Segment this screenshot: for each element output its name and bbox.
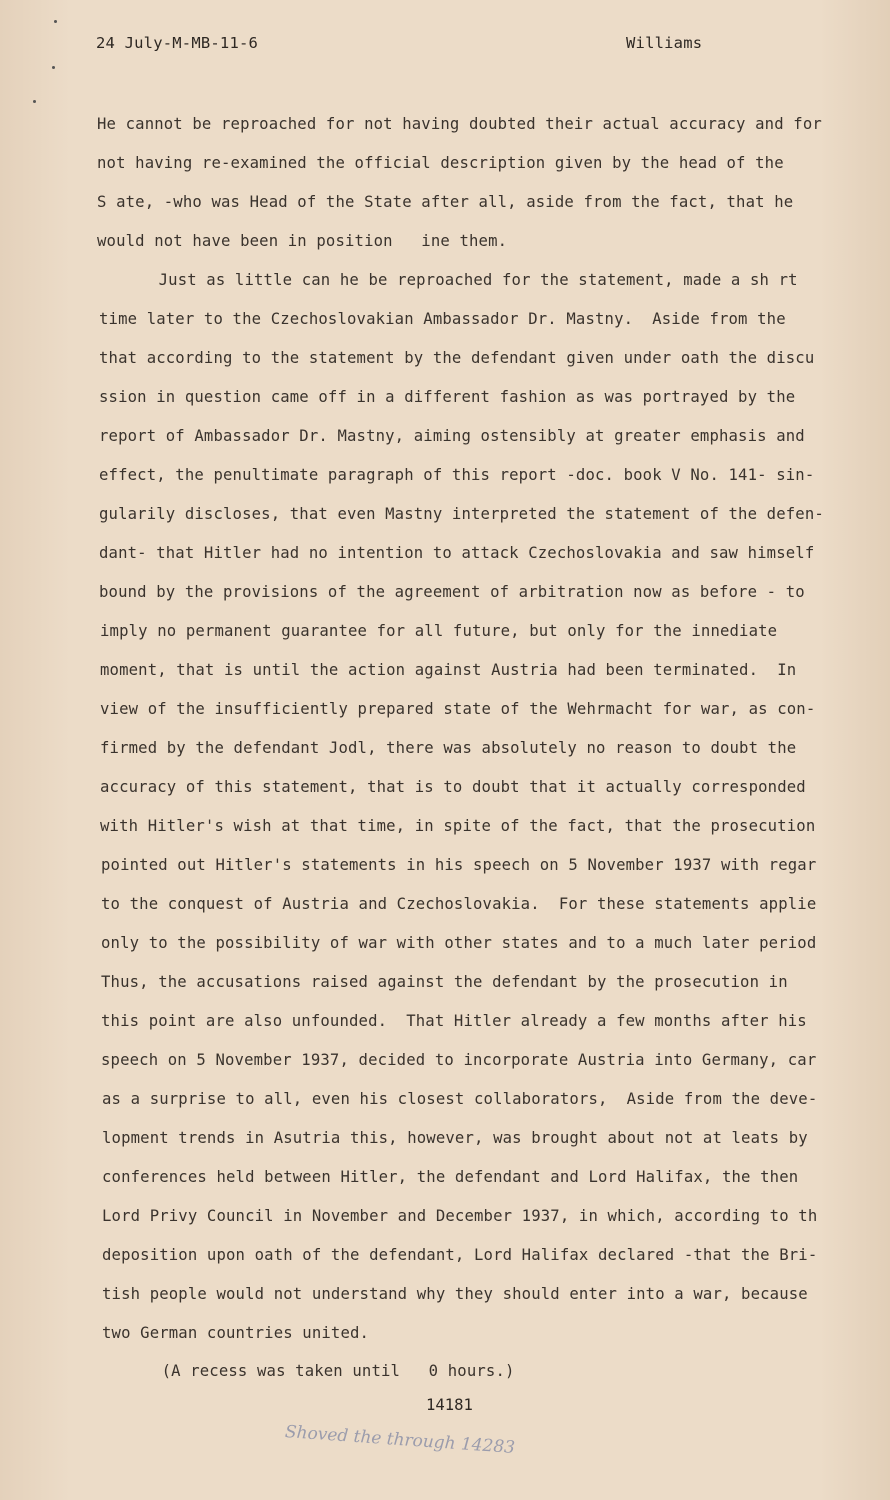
text-line: moment, that is until the action against Austria had been terminated. In xyxy=(100,661,797,679)
margin-mark xyxy=(33,100,36,103)
text-line: S ate, -who was Head of the State after all, aside from the fact, that he xyxy=(97,193,794,211)
text-line: ssion in question came off in a different fashion as was portrayed by the xyxy=(99,388,796,406)
text-line: pointed out Hitler's statements in his speech on 5 November 1937 with regar xyxy=(101,856,817,874)
text-line: accuracy of this statement, that is to doubt that it actually corresponded xyxy=(100,778,806,796)
text-line: tish people would not understand why they should enter into a war, because xyxy=(102,1285,808,1303)
text-line: deposition upon oath of the defendant, Lord Halifax declared -that the Bri- xyxy=(102,1246,818,1264)
text-line: time later to the Czechoslovakian Ambassador Dr. Mastny. Aside from the xyxy=(99,310,786,328)
text-line: not having re-examined the official description given by the head of the xyxy=(97,154,784,172)
text-line: would not have been in position ine them. xyxy=(97,232,508,250)
text-line: as a surprise to all, even his closest collaborators, Aside from the deve- xyxy=(102,1090,818,1108)
margin-mark xyxy=(54,20,57,23)
text-line: He cannot be reproached for not having doubted their actual accuracy and for xyxy=(97,115,822,133)
margin-mark xyxy=(52,66,55,69)
text-line: Thus, the accusations raised against the defendant by the prosecution in xyxy=(101,973,788,991)
text-line: to the conquest of Austria and Czechoslovakia. For these statements applie xyxy=(101,895,817,913)
text-line: that according to the statement by the defendant given under oath the discu xyxy=(99,349,815,367)
text-line: with Hitler's wish at that time, in spite of the fact, that the prosecution xyxy=(100,817,816,835)
text-line: gularily discloses, that even Mastny interpreted the statement of the defen- xyxy=(99,505,824,523)
text-line: conferences held between Hitler, the defendant and Lord Halifax, the then xyxy=(102,1168,799,1186)
text-line: report of Ambassador Dr. Mastny, aiming ostensibly at greater emphasis and xyxy=(99,427,805,445)
handwritten-annotation: Shoved the through 14283 xyxy=(284,1422,516,1459)
text-line: view of the insufficiently prepared state of the Wehrmacht for war, as con- xyxy=(100,700,816,718)
text-line: firmed by the defendant Jodl, there was absolutely no reason to doubt the xyxy=(100,739,797,757)
header-reference: 24 July-M-MB-11-6 xyxy=(96,34,259,52)
text-line: Lord Privy Council in November and December 1937, in which, according to th xyxy=(102,1207,818,1225)
text-line: effect, the penultimate paragraph of this report -doc. book V No. 141- sin- xyxy=(99,466,815,484)
text-line: only to the possibility of war with other states and to a much later period xyxy=(101,934,817,952)
text-line: lopment trends in Asutria this, however, was brought about not at leats by xyxy=(102,1129,808,1147)
text-line: (A recess was taken until 0 hours.) xyxy=(133,1362,515,1380)
text-line: Just as little can he be reproached for the statement, made a sh rt xyxy=(130,271,798,289)
text-line: two German countries united. xyxy=(102,1324,370,1342)
text-line: this point are also unfounded. That Hitler already a few months after his xyxy=(101,1012,807,1030)
text-line: dant- that Hitler had no intention to attack Czechoslovakia and saw himself xyxy=(99,544,815,562)
text-line: speech on 5 November 1937, decided to incorporate Austria into Germany, car xyxy=(101,1051,817,1069)
text-line: imply no permanent guarantee for all future, but only for the innediate xyxy=(100,622,778,640)
text-line: bound by the provisions of the agreement of arbitration now as before - to xyxy=(99,583,805,601)
page-number: 14181 xyxy=(426,1396,473,1414)
header-speaker: Williams xyxy=(626,34,703,52)
